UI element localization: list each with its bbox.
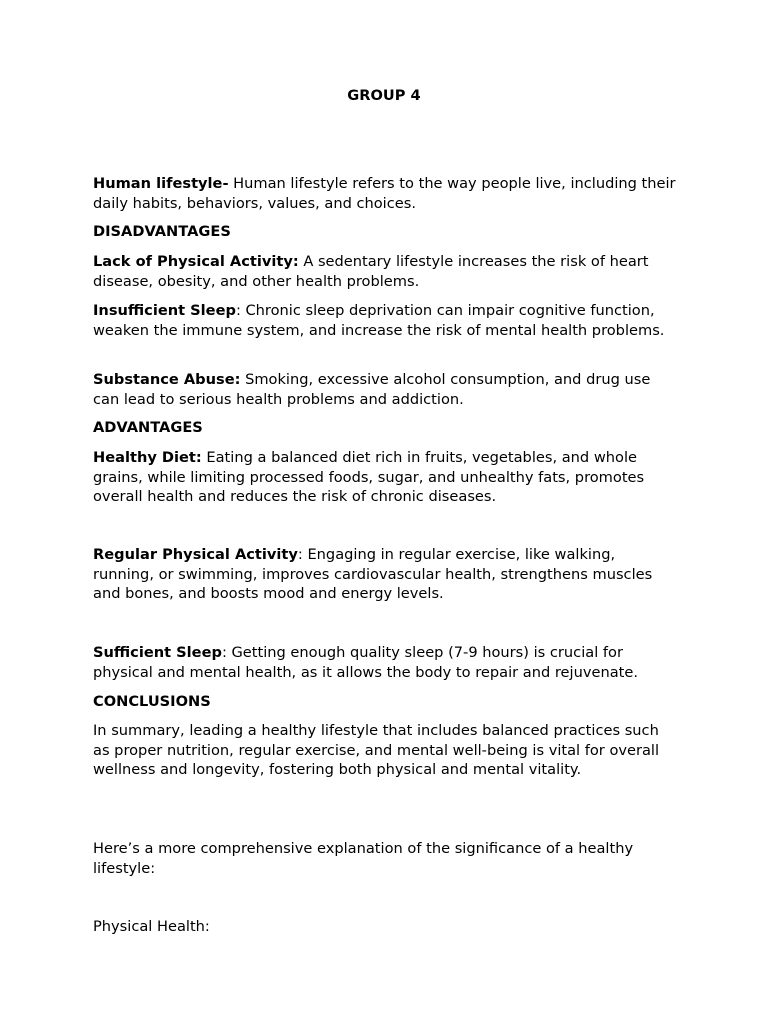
advantage-term: Sufficient Sleep — [93, 644, 222, 661]
advantage-text: : Engaging in regular exercise, like walking, running, or swimming, improves cardiovascular health, strengthens muscles and bones, and boosts mood and energy levels. — [93, 546, 653, 603]
disadvantage-term: Insufficient Sleep — [93, 302, 236, 319]
disadvantage-item — [93, 301, 678, 340]
conclusion-paragraph: In summary, leading a healthy lifestyle that includes balanced practices such as proper nutrition, regular exercise, and mental well-being is vital for overall wellness and longevity, fostering both physical and mental vitality. — [93, 722, 660, 779]
advantage-text: Eating a balanced diet rich in fruits, vegetables, and whole grains, while limiting processed foods, sugar, and unhealthy fats, promotes overall health and reduces the risk of chronic diseases. — [93, 449, 645, 506]
intro-text: Human lifestyle refers to the way people live, including their daily habits, behaviors, values, and choices. — [93, 175, 676, 212]
disadvantages-heading: DISADVANTAGES — [93, 223, 231, 240]
intro-paragraph — [93, 174, 678, 213]
disadvantage-item — [93, 252, 678, 291]
disadvantage-item — [93, 370, 678, 409]
conclusions-heading: CONCLUSIONS — [93, 693, 211, 710]
disadvantage-text: A sedentary lifestyle increases the risk of heart disease, obesity, and other health problems. — [93, 253, 649, 290]
explanation-paragraph: Here’s a more comprehensive explanation of the significance of a healthy lifestyle: — [93, 840, 634, 877]
advantage-item — [93, 448, 678, 507]
document-title: GROUP 4 — [347, 87, 421, 104]
advantage-term: Regular Physical Activity — [93, 546, 298, 563]
advantage-text: : Getting enough quality sleep (7-9 hours) is crucial for physical and mental health, as it allows the body to repair and rejuvenate. — [93, 644, 638, 681]
advantage-item — [93, 643, 678, 682]
disadvantage-term: Lack of Physical Activity: — [93, 253, 299, 270]
advantages-heading: ADVANTAGES — [93, 419, 203, 436]
advantage-term: Healthy Diet: — [93, 449, 202, 466]
advantage-item — [93, 545, 678, 604]
disadvantage-text: : Chronic sleep deprivation can impair cognitive function, weaken the immune system, and increase the risk of mental health problems. — [93, 302, 665, 339]
intro-term: Human lifestyle- — [93, 175, 229, 192]
disadvantage-term: Substance Abuse: — [93, 371, 241, 388]
disadvantage-text: Smoking, excessive alcohol consumption, and drug use can lead to serious health problems and addiction. — [93, 371, 651, 408]
physical-health-label: Physical Health: — [93, 918, 210, 935]
